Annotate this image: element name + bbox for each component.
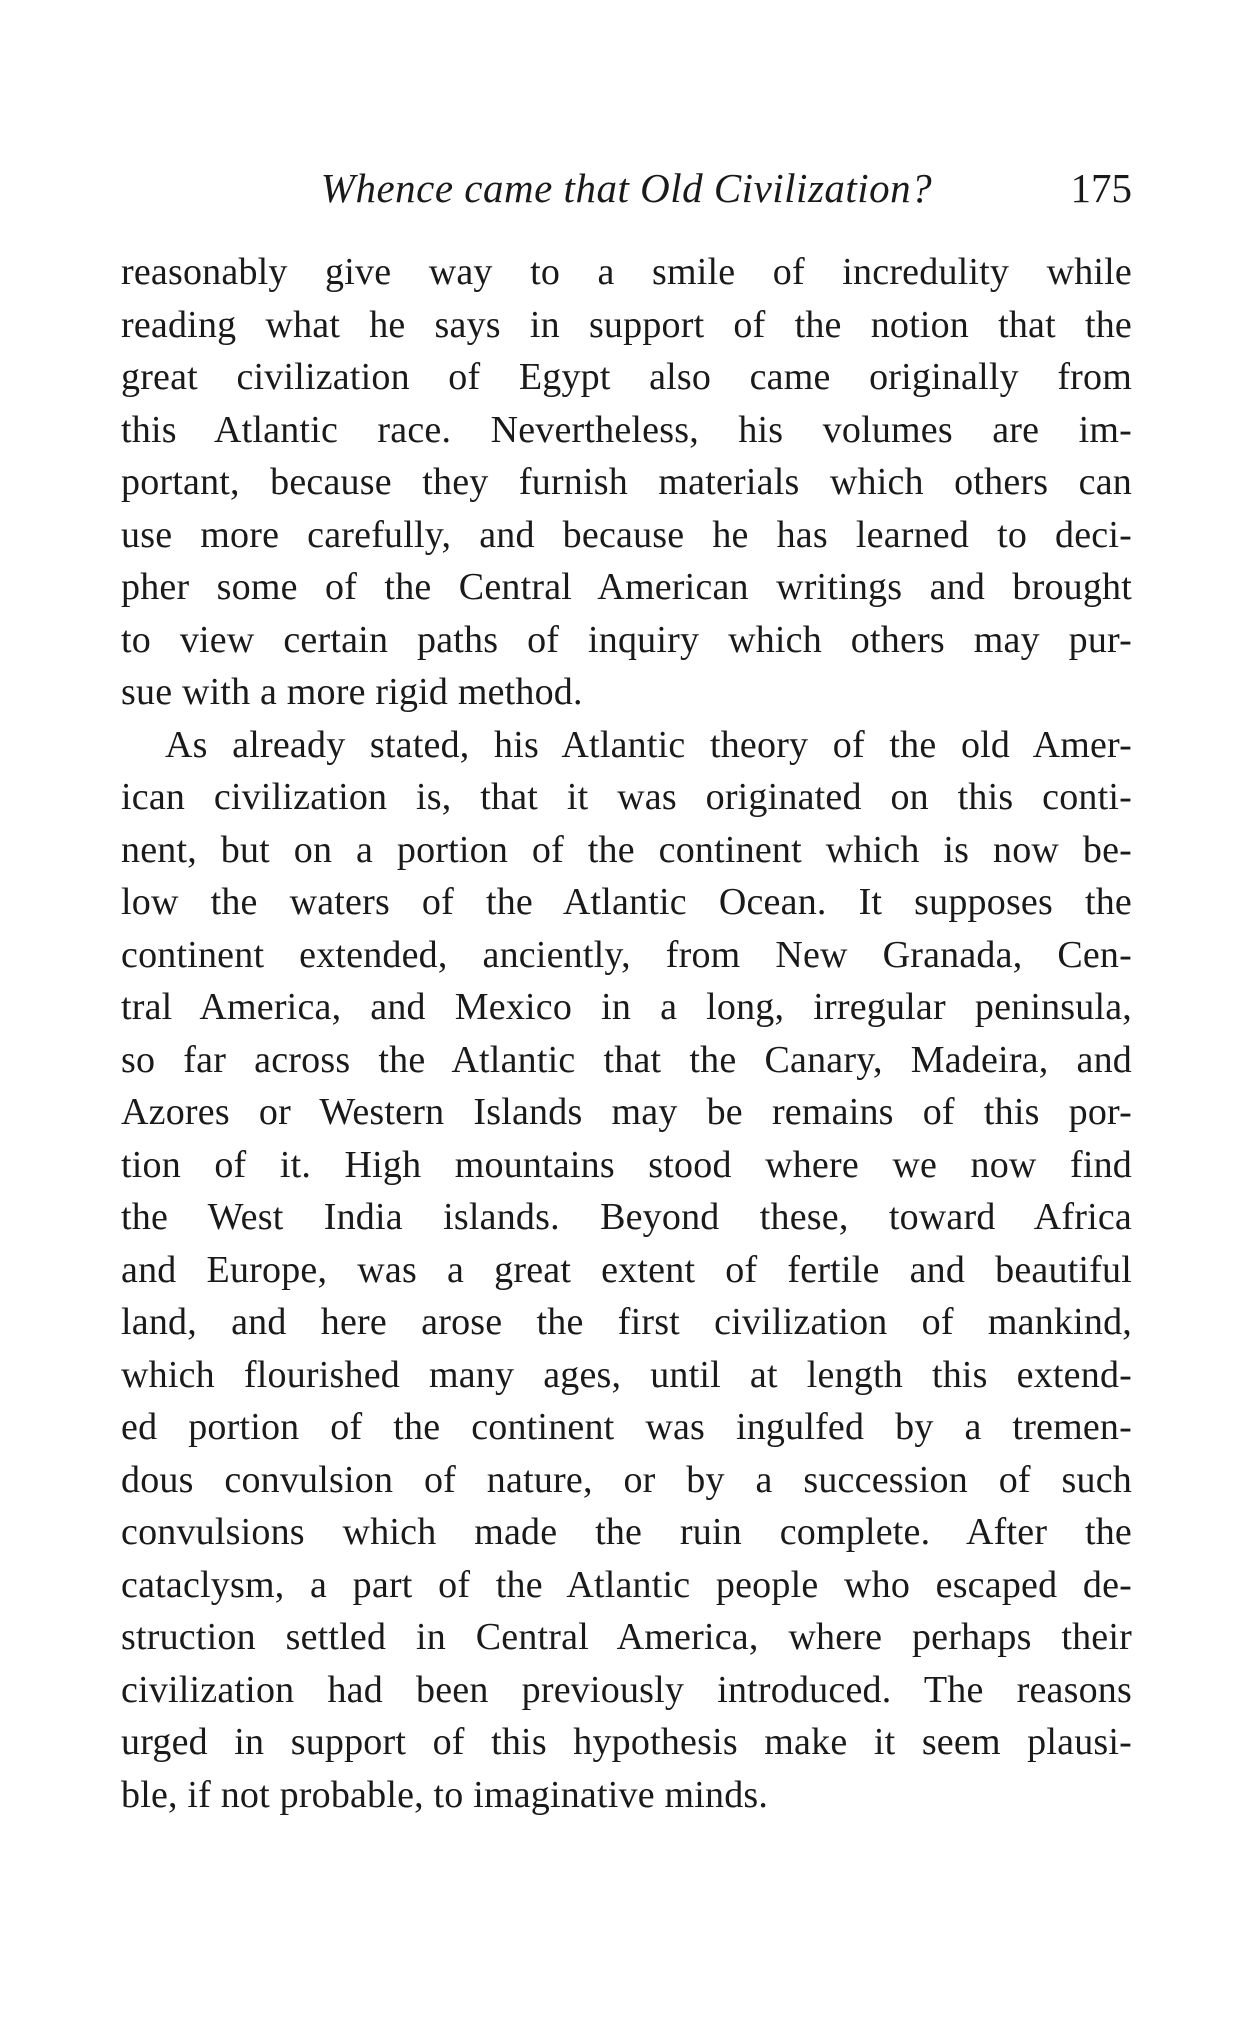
text-line: reading what he says in support of the notion that the (121, 303, 1132, 346)
text-line: and Europe, was a great extent of fertile and beautiful (121, 1248, 1132, 1291)
text-line: the West India islands. Beyond these, toward Africa (121, 1196, 1132, 1238)
page-number: 175 (1070, 165, 1132, 211)
text-line: dous convulsion of nature, or by a succession of such (121, 1458, 1132, 1501)
text-line: land, and here arose the first civilization of mankind, (121, 1301, 1132, 1343)
text-line: Azores or Western Islands may be remains of this por- (121, 1091, 1132, 1133)
text-line: ble, if not probable, to imaginative minds. (121, 1773, 769, 1816)
text-line: cataclysm, a part of the Atlantic people who escaped de- (121, 1563, 1132, 1606)
text-line: reasonably give way to a smile of incredulity while (121, 251, 1132, 293)
text-line: this Atlantic race. Nevertheless, his volumes are im- (121, 408, 1132, 451)
text-line: great civilization of Egypt also came originally from (121, 356, 1132, 398)
paragraph (121, 246, 1132, 719)
text-line: sue with a more rigid method. (121, 671, 583, 713)
text-line: civilization had been previously introduced. The reasons (121, 1668, 1132, 1711)
running-head (121, 158, 1132, 218)
text-line: nent, but on a portion of the continent which is now be- (121, 828, 1132, 871)
text-line: urged in support of this hypothesis make it seem plausi- (121, 1721, 1132, 1763)
text-line: low the waters of the Atlantic Ocean. It supposes the (121, 881, 1132, 923)
text-line: pher some of the Central American writings and brought (121, 566, 1132, 608)
text-line: As already stated, his Atlantic theory of the old Amer- (165, 723, 1132, 766)
running-title: Whence came that Old Civilization? (320, 165, 933, 211)
text-line: ican civilization is, that it was originated on this conti- (121, 776, 1132, 818)
text-line: continent extended, anciently, from New Granada, Cen- (121, 933, 1132, 976)
text-line: ed portion of the continent was ingulfed by a tremen- (121, 1406, 1132, 1448)
text-line: to view certain paths of inquiry which others may pur- (121, 618, 1132, 661)
text-line: tral America, and Mexico in a long, irregular peninsula, (121, 986, 1132, 1028)
text-line: use more carefully, and because he has learned to deci- (121, 513, 1132, 556)
paragraph (121, 719, 1132, 1822)
body-text (121, 246, 1132, 1821)
text-line: so far across the Atlantic that the Canary, Madeira, and (121, 1038, 1132, 1081)
text-line: convulsions which made the ruin complete. After the (121, 1511, 1132, 1553)
text-line: tion of it. High mountains stood where we now find (121, 1143, 1132, 1186)
text-line: struction settled in Central America, where perhaps their (121, 1616, 1132, 1658)
text-line: portant, because they furnish materials which others can (121, 461, 1132, 503)
text-line: which flourished many ages, until at length this extend- (121, 1353, 1132, 1396)
